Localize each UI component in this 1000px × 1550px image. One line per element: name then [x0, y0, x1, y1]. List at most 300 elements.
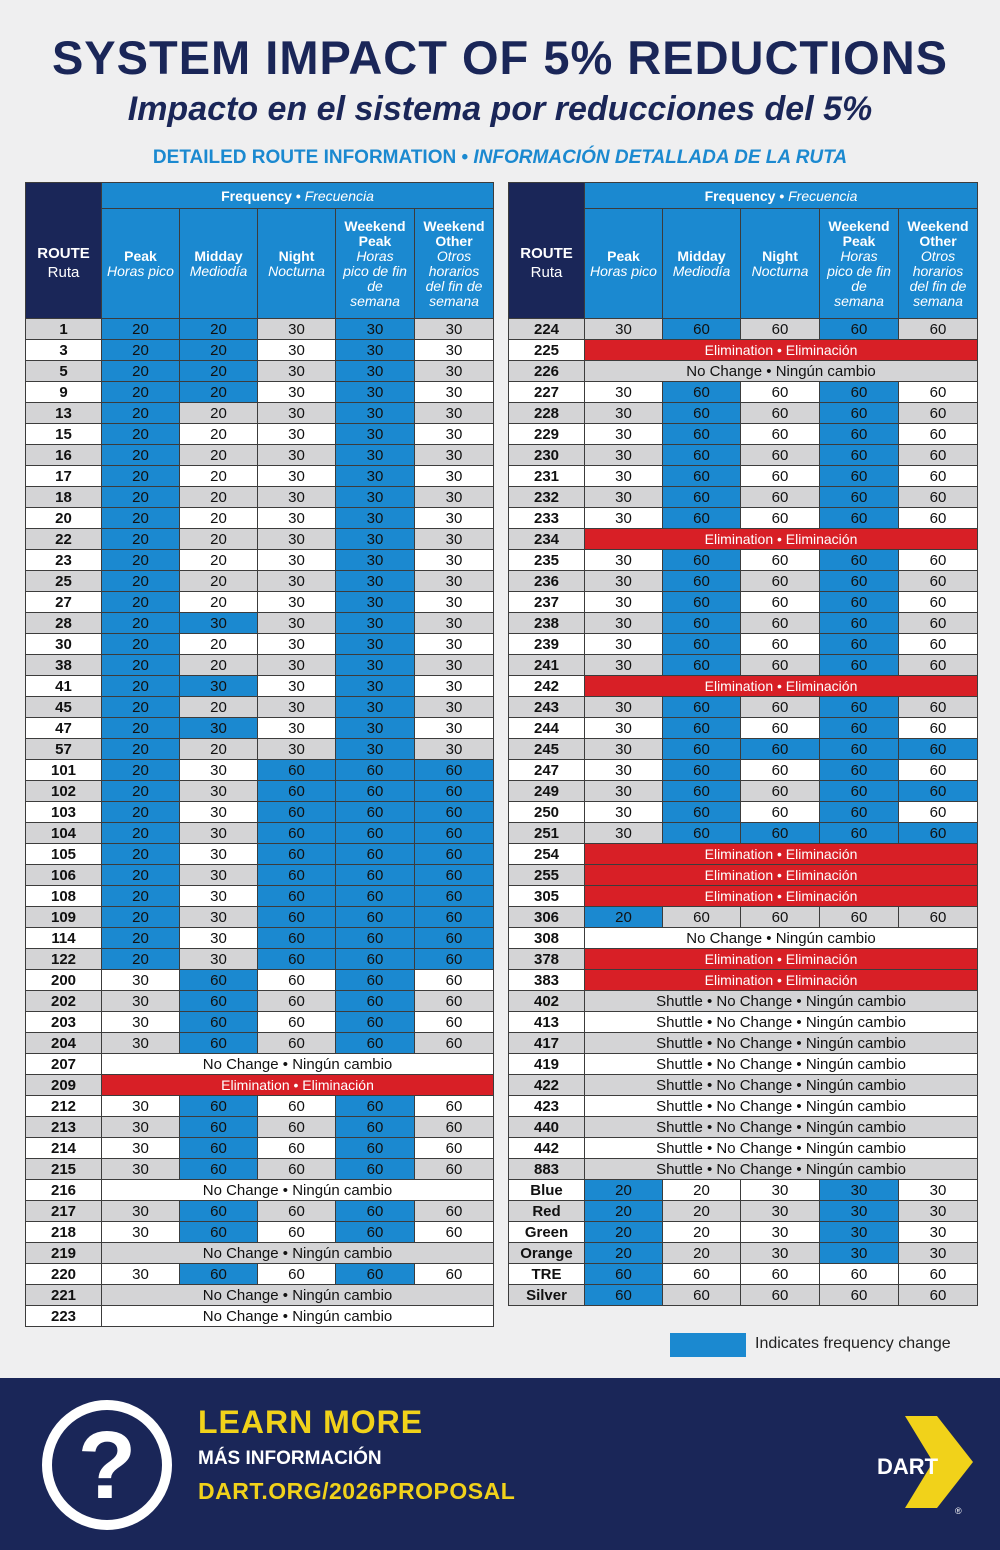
- weekend-other-cell: 60: [899, 319, 978, 340]
- night-cell: 60: [258, 823, 336, 844]
- route-number: 254: [509, 844, 585, 865]
- table-row: [26, 844, 494, 865]
- midday-cell: 60: [663, 1285, 741, 1306]
- elimination-cell: Elimination • Eliminación: [585, 949, 978, 970]
- midday-cell: 20: [180, 697, 258, 718]
- weekend-peak-cell: 60: [820, 634, 899, 655]
- weekend-other-cell: 30: [415, 571, 494, 592]
- midday-cell: 30: [180, 886, 258, 907]
- night-cell: 60: [741, 823, 820, 844]
- table-row: [26, 529, 494, 550]
- midday-cell: 20: [180, 592, 258, 613]
- column-header-midday: [180, 209, 258, 319]
- table-row: [26, 424, 494, 445]
- midday-cell: 30: [180, 613, 258, 634]
- night-cell: 60: [741, 445, 820, 466]
- column-header-weekend-other-es: Otros horarios del fin de semana: [909, 247, 967, 309]
- route-number: 417: [509, 1033, 585, 1054]
- table-row: [26, 1201, 494, 1222]
- weekend-peak-cell: 30: [336, 676, 415, 697]
- night-cell: 60: [741, 571, 820, 592]
- table-row: [26, 928, 494, 949]
- night-cell: 60: [258, 1117, 336, 1138]
- night-cell: 60: [741, 613, 820, 634]
- no-change-cell: Shuttle • No Change • Ningún cambio: [585, 991, 978, 1012]
- no-change-cell: Shuttle • No Change • Ningún cambio: [585, 1117, 978, 1138]
- elimination-cell: Elimination • Eliminación: [585, 865, 978, 886]
- route-table-right: [508, 182, 978, 1306]
- table-row: [509, 1033, 978, 1054]
- table-row: [509, 1012, 978, 1033]
- column-header-peak: [585, 209, 663, 319]
- column-header-weekend-other: [899, 209, 978, 319]
- table-row: [26, 445, 494, 466]
- table-row: [26, 739, 494, 760]
- question-circle-icon: [42, 1400, 172, 1530]
- no-change-cell: Shuttle • No Change • Ningún cambio: [585, 1012, 978, 1033]
- weekend-peak-cell: 30: [336, 592, 415, 613]
- peak-cell: 30: [585, 382, 663, 403]
- peak-cell: 20: [102, 697, 180, 718]
- weekend-other-cell: 30: [899, 1180, 978, 1201]
- weekend-peak-cell: 60: [820, 445, 899, 466]
- weekend-other-cell: 30: [415, 676, 494, 697]
- night-cell: 30: [258, 445, 336, 466]
- route-number: 241: [509, 655, 585, 676]
- weekend-other-cell: 60: [415, 1096, 494, 1117]
- night-cell: 60: [258, 1012, 336, 1033]
- table-row: [26, 991, 494, 1012]
- table-row: [26, 487, 494, 508]
- night-cell: 60: [741, 718, 820, 739]
- column-header-weekend-peak-es: Horas pico de fin de semana: [343, 247, 407, 309]
- route-number: 247: [509, 760, 585, 781]
- midday-cell: 60: [663, 907, 741, 928]
- dart-logo-text: DART: [877, 1454, 939, 1479]
- column-header-midday-en: Midday: [194, 247, 243, 264]
- peak-cell: 20: [102, 466, 180, 487]
- table-row: [26, 1054, 494, 1075]
- route-number: 213: [26, 1117, 102, 1138]
- no-change-cell: No Change • Ningún cambio: [102, 1306, 494, 1327]
- table-row: [509, 1054, 978, 1075]
- elimination-cell: Elimination • Eliminación: [585, 844, 978, 865]
- peak-cell: 20: [102, 655, 180, 676]
- night-cell: 30: [258, 424, 336, 445]
- weekend-other-cell: 30: [415, 655, 494, 676]
- midday-cell: 60: [663, 445, 741, 466]
- route-number: 219: [26, 1243, 102, 1264]
- elimination-cell: Elimination • Eliminación: [585, 970, 978, 991]
- midday-cell: 30: [180, 781, 258, 802]
- midday-cell: 60: [180, 1138, 258, 1159]
- route-number: 402: [509, 991, 585, 1012]
- table-row: [509, 844, 978, 865]
- table-row: [509, 571, 978, 592]
- midday-cell: 20: [180, 424, 258, 445]
- route-number: 237: [509, 592, 585, 613]
- route-number: 30: [26, 634, 102, 655]
- night-cell: 60: [741, 487, 820, 508]
- night-cell: 30: [741, 1180, 820, 1201]
- table-row: [26, 1264, 494, 1285]
- table-row: [26, 655, 494, 676]
- table-row: [509, 613, 978, 634]
- route-table-left-body: [26, 319, 494, 1327]
- table-row: [26, 403, 494, 424]
- elimination-cell: Elimination • Eliminación: [585, 340, 978, 361]
- column-header-weekend-peak: [820, 209, 899, 319]
- weekend-peak-cell: 60: [820, 1264, 899, 1285]
- midday-cell: 60: [663, 592, 741, 613]
- weekend-other-cell: 30: [415, 718, 494, 739]
- weekend-peak-cell: 30: [336, 319, 415, 340]
- midday-cell: 60: [663, 655, 741, 676]
- night-cell: 30: [741, 1222, 820, 1243]
- peak-cell: 30: [585, 697, 663, 718]
- weekend-peak-cell: 60: [820, 613, 899, 634]
- night-cell: 30: [258, 529, 336, 550]
- midday-cell: 60: [663, 424, 741, 445]
- weekend-peak-cell: 30: [336, 634, 415, 655]
- weekend-peak-cell: 60: [336, 823, 415, 844]
- route-number: 28: [26, 613, 102, 634]
- weekend-peak-cell: 60: [820, 907, 899, 928]
- weekend-peak-cell: 60: [820, 403, 899, 424]
- table-row: [26, 676, 494, 697]
- table-row: [26, 1033, 494, 1054]
- weekend-other-cell: 60: [899, 592, 978, 613]
- column-header-midday-en: Midday: [677, 247, 726, 264]
- route-number: 5: [26, 361, 102, 382]
- route-number: 245: [509, 739, 585, 760]
- peak-cell: 20: [102, 823, 180, 844]
- midday-cell: 20: [180, 739, 258, 760]
- midday-cell: 20: [180, 361, 258, 382]
- midday-cell: 20: [180, 382, 258, 403]
- peak-cell: 30: [585, 550, 663, 571]
- route-label-es: Ruta: [47, 264, 80, 282]
- weekend-other-cell: 60: [415, 865, 494, 886]
- weekend-peak-cell: 30: [336, 571, 415, 592]
- weekend-peak-cell: 60: [820, 739, 899, 760]
- no-change-cell: Shuttle • No Change • Ningún cambio: [585, 1054, 978, 1075]
- peak-cell: 20: [102, 487, 180, 508]
- weekend-other-cell: 30: [899, 1201, 978, 1222]
- midday-cell: 60: [663, 613, 741, 634]
- table-row: [509, 907, 978, 928]
- weekend-peak-cell: 60: [336, 1096, 415, 1117]
- midday-cell: 20: [180, 508, 258, 529]
- table-row: [509, 634, 978, 655]
- midday-cell: 60: [663, 319, 741, 340]
- column-header-weekend-peak-es: Horas pico de fin de semana: [827, 247, 891, 309]
- night-cell: 30: [258, 739, 336, 760]
- route-number: 1: [26, 319, 102, 340]
- table-row: [26, 1180, 494, 1201]
- weekend-other-cell: 60: [899, 739, 978, 760]
- night-cell: 30: [258, 361, 336, 382]
- peak-cell: 30: [102, 1117, 180, 1138]
- weekend-other-cell: 60: [899, 907, 978, 928]
- weekend-peak-cell: 60: [336, 1012, 415, 1033]
- route-table-right-body: [509, 319, 978, 1306]
- page-title: SYSTEM IMPACT OF 5% REDUCTIONS: [51, 31, 949, 84]
- route-number: 114: [26, 928, 102, 949]
- weekend-peak-cell: 60: [336, 1159, 415, 1180]
- night-cell: 30: [741, 1201, 820, 1222]
- route-number: 47: [26, 718, 102, 739]
- weekend-other-cell: 30: [415, 613, 494, 634]
- table-row: [509, 592, 978, 613]
- midday-cell: 20: [180, 403, 258, 424]
- weekend-other-cell: 60: [415, 970, 494, 991]
- night-cell: 60: [258, 886, 336, 907]
- weekend-other-cell: 30: [415, 319, 494, 340]
- night-cell: 30: [258, 550, 336, 571]
- table-row: [509, 1285, 978, 1306]
- route-number: 255: [509, 865, 585, 886]
- weekend-other-cell: 30: [415, 739, 494, 760]
- weekend-other-cell: 60: [899, 508, 978, 529]
- night-cell: 60: [741, 697, 820, 718]
- peak-cell: 20: [102, 865, 180, 886]
- route-number: Orange: [509, 1243, 585, 1264]
- night-cell: 30: [258, 403, 336, 424]
- weekend-peak-cell: 60: [820, 802, 899, 823]
- midday-cell: 60: [180, 1096, 258, 1117]
- weekend-other-cell: 60: [415, 760, 494, 781]
- peak-cell: 30: [585, 403, 663, 424]
- route-label-es: Ruta: [530, 264, 563, 282]
- weekend-other-cell: 60: [899, 550, 978, 571]
- midday-cell: 20: [180, 655, 258, 676]
- weekend-peak-cell: 30: [336, 655, 415, 676]
- weekend-other-cell: 60: [899, 781, 978, 802]
- night-cell: 60: [741, 424, 820, 445]
- night-cell: 30: [741, 1243, 820, 1264]
- route-number: 212: [26, 1096, 102, 1117]
- elimination-cell: Elimination • Eliminación: [585, 886, 978, 907]
- proposal-url-link[interactable]: DART.ORG/2026PROPOSAL: [198, 1478, 516, 1504]
- legend-swatch: [670, 1333, 746, 1357]
- route-number: 214: [26, 1138, 102, 1159]
- weekend-other-cell: 60: [415, 1033, 494, 1054]
- frequency-header: [585, 183, 978, 209]
- weekend-other-cell: 30: [415, 508, 494, 529]
- table-row: [509, 382, 978, 403]
- night-cell: 30: [258, 655, 336, 676]
- weekend-peak-cell: 30: [820, 1201, 899, 1222]
- elimination-cell: Elimination • Eliminación: [102, 1075, 494, 1096]
- section-heading-sep: •: [456, 147, 474, 168]
- night-cell: 60: [741, 655, 820, 676]
- weekend-other-cell: 60: [899, 403, 978, 424]
- midday-cell: 60: [663, 760, 741, 781]
- weekend-peak-cell: 30: [336, 424, 415, 445]
- midday-cell: 60: [180, 1012, 258, 1033]
- route-number: 242: [509, 676, 585, 697]
- weekend-other-cell: 60: [415, 1222, 494, 1243]
- night-cell: 30: [258, 634, 336, 655]
- weekend-peak-cell: 30: [336, 466, 415, 487]
- frequency-label-es: Frecuencia: [788, 187, 858, 204]
- route-number: 883: [509, 1159, 585, 1180]
- frequency-label-en: Frequency: [221, 187, 292, 204]
- table-row: [509, 466, 978, 487]
- weekend-other-cell: 60: [899, 760, 978, 781]
- night-cell: 60: [741, 508, 820, 529]
- column-header-weekend-other-en: Weekend Other: [423, 217, 485, 249]
- route-number: 422: [509, 1075, 585, 1096]
- night-cell: 60: [741, 592, 820, 613]
- table-row: [26, 697, 494, 718]
- peak-cell: 20: [102, 319, 180, 340]
- table-row: [26, 760, 494, 781]
- peak-cell: 20: [102, 844, 180, 865]
- peak-cell: 30: [585, 655, 663, 676]
- corner-cell: [26, 183, 102, 209]
- table-row: [26, 466, 494, 487]
- peak-cell: 30: [585, 466, 663, 487]
- table-row: [26, 340, 494, 361]
- route-number: 17: [26, 466, 102, 487]
- table-row: [26, 1012, 494, 1033]
- column-header-peak: [102, 209, 180, 319]
- route-number: 9: [26, 382, 102, 403]
- peak-cell: 20: [102, 781, 180, 802]
- weekend-other-cell: 30: [415, 634, 494, 655]
- table-row: [509, 550, 978, 571]
- route-label-en: ROUTE: [37, 245, 90, 263]
- table-row: [26, 550, 494, 571]
- night-cell: 60: [258, 907, 336, 928]
- route-number: 244: [509, 718, 585, 739]
- weekend-other-cell: 60: [415, 991, 494, 1012]
- route-number: 105: [26, 844, 102, 865]
- night-cell: 60: [258, 1033, 336, 1054]
- weekend-other-cell: 60: [899, 1264, 978, 1285]
- night-cell: 60: [741, 1285, 820, 1306]
- column-header-midday: [663, 209, 741, 319]
- peak-cell: 30: [585, 823, 663, 844]
- weekend-peak-cell: 30: [336, 361, 415, 382]
- no-change-cell: Shuttle • No Change • Ningún cambio: [585, 1075, 978, 1096]
- table-row: [26, 1222, 494, 1243]
- night-cell: 30: [258, 508, 336, 529]
- weekend-peak-cell: 60: [336, 970, 415, 991]
- column-header-peak-en: Peak: [124, 247, 157, 264]
- weekend-peak-cell: 30: [820, 1243, 899, 1264]
- midday-cell: 30: [180, 802, 258, 823]
- night-cell: 30: [258, 466, 336, 487]
- night-cell: 30: [258, 340, 336, 361]
- mas-informacion-heading: MÁS INFORMACIÓN: [198, 1448, 382, 1469]
- column-header-night-en: Night: [278, 247, 315, 264]
- route-number: 204: [26, 1033, 102, 1054]
- column-header-weekend-peak-en: Weekend Peak: [828, 217, 890, 249]
- weekend-other-cell: 30: [415, 550, 494, 571]
- no-change-cell: Shuttle • No Change • Ningún cambio: [585, 1033, 978, 1054]
- frequency-header: [102, 183, 494, 209]
- column-header-weekend-other-es: Otros horarios del fin de semana: [425, 247, 483, 309]
- route-number: 236: [509, 571, 585, 592]
- weekend-other-cell: 60: [899, 424, 978, 445]
- midday-cell: 20: [663, 1222, 741, 1243]
- peak-cell: 20: [102, 676, 180, 697]
- peak-cell: 20: [102, 571, 180, 592]
- table-row: [26, 781, 494, 802]
- table-row: [26, 886, 494, 907]
- night-cell: 60: [258, 781, 336, 802]
- weekend-peak-cell: 30: [820, 1222, 899, 1243]
- midday-cell: 60: [663, 487, 741, 508]
- weekend-peak-cell: 30: [336, 613, 415, 634]
- table-row: [26, 592, 494, 613]
- night-cell: 60: [741, 382, 820, 403]
- midday-cell: 30: [180, 865, 258, 886]
- night-cell: 60: [258, 1138, 336, 1159]
- peak-cell: 30: [102, 1159, 180, 1180]
- midday-cell: 60: [663, 739, 741, 760]
- night-cell: 60: [741, 802, 820, 823]
- route-number: 220: [26, 1264, 102, 1285]
- midday-cell: 30: [180, 676, 258, 697]
- weekend-other-cell: 30: [899, 1222, 978, 1243]
- weekend-other-cell: 60: [899, 613, 978, 634]
- table-row: [26, 1306, 494, 1327]
- section-heading: [0, 145, 1000, 171]
- weekend-other-cell: 60: [899, 718, 978, 739]
- route-number: 106: [26, 865, 102, 886]
- weekend-peak-cell: 60: [820, 487, 899, 508]
- route-number: 383: [509, 970, 585, 991]
- route-number: 226: [509, 361, 585, 382]
- route-number: 108: [26, 886, 102, 907]
- route-number: 442: [509, 1138, 585, 1159]
- peak-cell: 20: [102, 718, 180, 739]
- weekend-peak-cell: 60: [336, 760, 415, 781]
- midday-cell: 60: [663, 508, 741, 529]
- peak-cell: 20: [102, 382, 180, 403]
- weekend-peak-cell: 60: [820, 592, 899, 613]
- peak-cell: 20: [102, 634, 180, 655]
- no-change-cell: No Change • Ningún cambio: [585, 361, 978, 382]
- route-number: 440: [509, 1117, 585, 1138]
- midday-cell: 60: [180, 970, 258, 991]
- route-number: 38: [26, 655, 102, 676]
- table-row: [26, 1117, 494, 1138]
- route-number: 231: [509, 466, 585, 487]
- column-header-peak-es: Horas pico: [107, 262, 174, 279]
- weekend-other-cell: 60: [415, 928, 494, 949]
- route-number: 238: [509, 613, 585, 634]
- peak-cell: 30: [585, 781, 663, 802]
- weekend-peak-cell: 30: [336, 487, 415, 508]
- weekend-other-cell: 60: [899, 655, 978, 676]
- table-row: [509, 823, 978, 844]
- weekend-other-cell: 60: [899, 697, 978, 718]
- route-number: Blue: [509, 1180, 585, 1201]
- weekend-other-cell: 30: [415, 487, 494, 508]
- table-row: [26, 1138, 494, 1159]
- peak-cell: 30: [102, 991, 180, 1012]
- table-row: [509, 529, 978, 550]
- midday-cell: 60: [180, 1159, 258, 1180]
- table-row: [26, 823, 494, 844]
- route-number: 101: [26, 760, 102, 781]
- weekend-peak-cell: 30: [336, 718, 415, 739]
